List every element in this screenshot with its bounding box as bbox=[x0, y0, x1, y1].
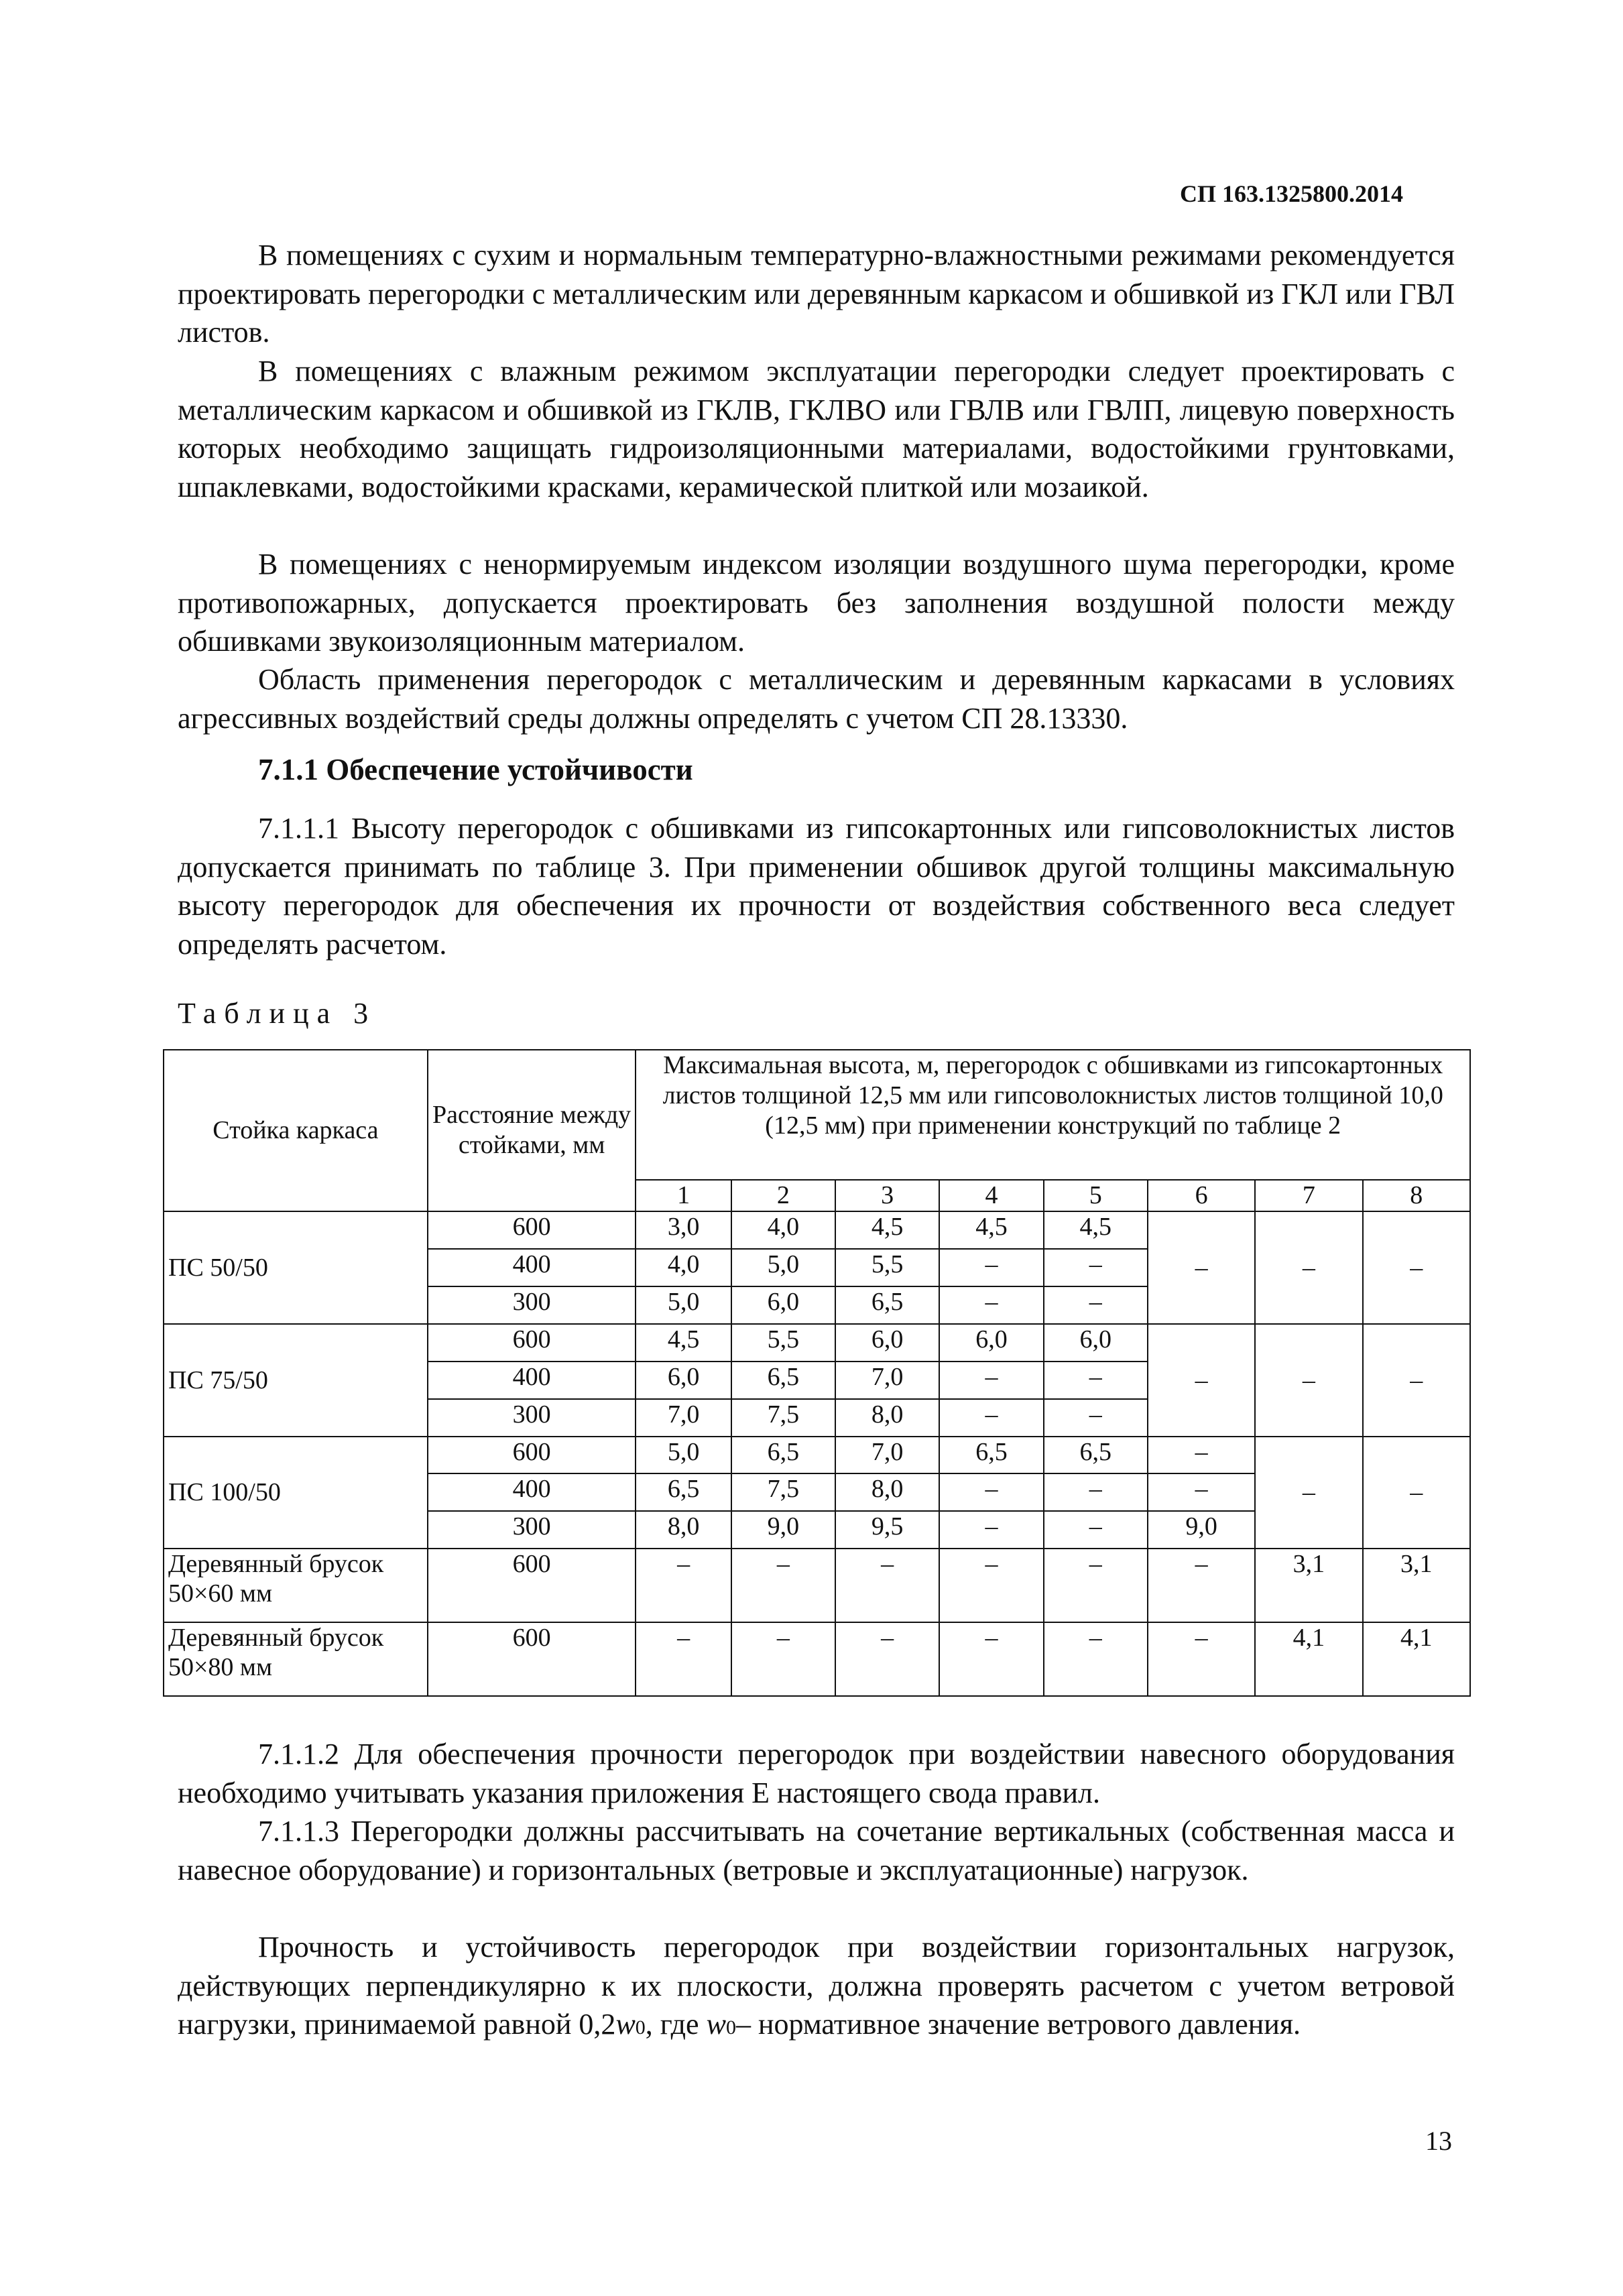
value-cell: – bbox=[1255, 1211, 1362, 1324]
value-cell: – bbox=[939, 1511, 1043, 1549]
value-cell: 4,0 bbox=[636, 1249, 731, 1286]
value-cell: – bbox=[835, 1549, 939, 1622]
page-number: 13 bbox=[1425, 2126, 1452, 2156]
section-heading: 7.1.1 Обеспечение устойчивости bbox=[258, 753, 693, 786]
paragraph-strength: Прочность и устойчивость перегородок при воздействии горизонтальных нагрузок, действующих перпендикулярно к их плоскости, должна проверять расчетом с учетом ветровой нагрузки, принимаемой равной 0,2w0, где w0– нормативное значение ветрового давления. bbox=[178, 1931, 1455, 2041]
spacing-cell: 400 bbox=[428, 1473, 636, 1511]
value-cell: – bbox=[939, 1286, 1043, 1324]
value-cell: – bbox=[1363, 1324, 1470, 1437]
value-cell: – bbox=[1044, 1549, 1148, 1622]
stand-name-cell: Деревянный брусок 50×80 мм bbox=[164, 1622, 428, 1696]
value-cell: – bbox=[939, 1362, 1043, 1399]
spacing-cell: 600 bbox=[428, 1437, 636, 1474]
value-cell: 5,0 bbox=[636, 1286, 731, 1324]
paragraph-7-1-1-1: 7.1.1.1 Высоту перегородок с обшивками из гипсокартонных или гипсоволокнистых листов допускается принимать по таблице 3. При применении обшивок другой толщины максимальную высоту перегородок для обеспечения их прочности от воздействия собственного веса следует определять расчетом. bbox=[178, 812, 1455, 961]
value-cell: – bbox=[1044, 1249, 1148, 1286]
header-stand: Стойка каркаса bbox=[164, 1050, 428, 1211]
value-cell: – bbox=[636, 1622, 731, 1696]
value-cell: 4,1 bbox=[1255, 1622, 1362, 1696]
value-cell: 7,0 bbox=[835, 1437, 939, 1474]
paragraph-wet-rooms: В помещениях с влажным режимом эксплуатации перегородки следует проектировать с металлическим каркасом и обшивкой из ГКЛВ, ГКЛВО или ГВЛВ или ГВЛП, лицевую поверхность которых необходимо защищать гидроизоляционными материалами, водостойкими грунтовками, шпаклевками, водостойкими красками, керамической плиткой или мозаикой. bbox=[178, 355, 1455, 503]
value-cell: – bbox=[1148, 1437, 1255, 1474]
value-cell: – bbox=[1044, 1362, 1148, 1399]
value-cell: 7,5 bbox=[731, 1473, 835, 1511]
value-cell: 8,0 bbox=[835, 1473, 939, 1511]
value-cell: – bbox=[1148, 1549, 1255, 1622]
value-cell: 5,0 bbox=[636, 1437, 731, 1474]
stand-name-cell: ПС 100/50 bbox=[164, 1437, 428, 1549]
spacing-cell: 600 bbox=[428, 1324, 636, 1362]
value-cell: – bbox=[939, 1549, 1043, 1622]
value-cell: – bbox=[1044, 1473, 1148, 1511]
spacing-cell: 400 bbox=[428, 1362, 636, 1399]
value-cell: 9,5 bbox=[835, 1511, 939, 1549]
paragraph-7-1-1-3: 7.1.1.3 Перегородки должны рассчитывать на сочетание вертикальных (собственная масса и навесное оборудование) и горизонтальных (ветровые и эксплуатационные) нагрузок. bbox=[178, 1815, 1455, 1886]
stand-name-cell: Деревянный брусок 50×60 мм bbox=[164, 1549, 428, 1622]
value-cell: 7,0 bbox=[835, 1362, 939, 1399]
value-cell: – bbox=[1044, 1399, 1148, 1437]
value-cell: – bbox=[731, 1549, 835, 1622]
value-cell: – bbox=[939, 1473, 1043, 1511]
value-cell: 9,0 bbox=[1148, 1511, 1255, 1549]
value-cell: 6,5 bbox=[731, 1437, 835, 1474]
value-cell: 5,5 bbox=[731, 1324, 835, 1362]
value-cell: 8,0 bbox=[835, 1399, 939, 1437]
value-cell: 4,5 bbox=[939, 1211, 1043, 1249]
value-cell: – bbox=[1148, 1211, 1255, 1324]
value-cell: – bbox=[1148, 1324, 1255, 1437]
value-cell: 6,5 bbox=[1044, 1437, 1148, 1474]
subheader-cell: 4 bbox=[939, 1180, 1043, 1211]
w-symbol: w bbox=[615, 2008, 636, 2041]
table-caption: Таблица 3 bbox=[178, 997, 377, 1030]
partition-height-table bbox=[163, 1049, 1471, 1697]
value-cell: 4,5 bbox=[636, 1324, 731, 1362]
value-cell: – bbox=[939, 1249, 1043, 1286]
document-code: СП 163.1325800.2014 bbox=[1180, 180, 1403, 207]
subheader-cell: 6 bbox=[1148, 1180, 1255, 1211]
spacing-cell: 600 bbox=[428, 1549, 636, 1622]
spacing-cell: 600 bbox=[428, 1211, 636, 1249]
value-cell: – bbox=[939, 1399, 1043, 1437]
value-cell: – bbox=[1148, 1473, 1255, 1511]
value-cell: 3,0 bbox=[636, 1211, 731, 1249]
value-cell: 6,0 bbox=[1044, 1324, 1148, 1362]
value-cell: – bbox=[1044, 1622, 1148, 1696]
value-cell: – bbox=[1044, 1286, 1148, 1324]
header-max-height: Максимальная высота, м, перегородок с обшивками из гипсокартонных листов толщиной 12,5 мм или гипсоволокнистых листов толщиной 10,0 (12,5 мм) при применении конструкций по таблице 2 bbox=[636, 1050, 1470, 1180]
subheader-cell: 1 bbox=[636, 1180, 731, 1211]
value-cell: 3,1 bbox=[1363, 1549, 1470, 1622]
spacing-cell: 600 bbox=[428, 1622, 636, 1696]
subheader-cell: 3 bbox=[835, 1180, 939, 1211]
value-cell: 5,0 bbox=[731, 1249, 835, 1286]
subheader-cell: 5 bbox=[1044, 1180, 1148, 1211]
value-cell: 6,5 bbox=[835, 1286, 939, 1324]
spacing-cell: 300 bbox=[428, 1399, 636, 1437]
spacing-cell: 400 bbox=[428, 1249, 636, 1286]
w-symbol: w bbox=[706, 2008, 726, 2041]
stand-name-cell: ПС 50/50 bbox=[164, 1211, 428, 1324]
value-cell: – bbox=[1044, 1511, 1148, 1549]
paragraph-noise-insulation: В помещениях с ненормируемым индексом изоляции воздушного шума перегородки, кроме противопожарных, допускается проектировать без заполнения воздушной полости между обшивками звукоизоляционным материалом. bbox=[178, 548, 1455, 658]
value-cell: 9,0 bbox=[731, 1511, 835, 1549]
w-subscript: 0 bbox=[725, 2016, 736, 2039]
value-cell: – bbox=[1363, 1437, 1470, 1549]
value-cell: 6,0 bbox=[731, 1286, 835, 1324]
spacing-cell: 300 bbox=[428, 1286, 636, 1324]
value-cell: 6,0 bbox=[636, 1362, 731, 1399]
value-cell: – bbox=[1363, 1211, 1470, 1324]
value-cell: 7,0 bbox=[636, 1399, 731, 1437]
spacing-cell: 300 bbox=[428, 1511, 636, 1549]
value-cell: 8,0 bbox=[636, 1511, 731, 1549]
value-cell: – bbox=[835, 1622, 939, 1696]
value-cell: – bbox=[939, 1622, 1043, 1696]
value-cell: 4,0 bbox=[731, 1211, 835, 1249]
value-cell: – bbox=[1255, 1437, 1362, 1549]
value-cell: 6,0 bbox=[835, 1324, 939, 1362]
value-cell: 6,5 bbox=[939, 1437, 1043, 1474]
value-cell: 5,5 bbox=[835, 1249, 939, 1286]
value-cell: – bbox=[1148, 1622, 1255, 1696]
header-spacing: Расстояние между стойками, мм bbox=[428, 1050, 636, 1211]
subheader-cell: 2 bbox=[731, 1180, 835, 1211]
stand-name-cell: ПС 75/50 bbox=[164, 1324, 428, 1437]
value-cell: 4,5 bbox=[835, 1211, 939, 1249]
value-cell: 7,5 bbox=[731, 1399, 835, 1437]
value-cell: 3,1 bbox=[1255, 1549, 1362, 1622]
value-cell: 4,1 bbox=[1363, 1622, 1470, 1696]
value-cell: – bbox=[1255, 1324, 1362, 1437]
value-cell: 4,5 bbox=[1044, 1211, 1148, 1249]
subheader-cell: 8 bbox=[1363, 1180, 1470, 1211]
paragraph-aggressive-env: Область применения перегородок с металлическим и деревянным каркасами в условиях агрессивных воздействий среды должны определять с учетом СП 28.13330. bbox=[178, 663, 1455, 735]
w-subscript: 0 bbox=[635, 2016, 646, 2039]
paragraph-dry-rooms: В помещениях с сухим и нормальным температурно-влажностными режимами рекомендуется проектировать перегородки с металлическим или деревянным каркасом и обшивкой из ГКЛ или ГВЛ листов. bbox=[178, 239, 1455, 349]
value-cell: – bbox=[636, 1549, 731, 1622]
value-cell: 6,5 bbox=[731, 1362, 835, 1399]
value-cell: 6,0 bbox=[939, 1324, 1043, 1362]
value-cell: – bbox=[731, 1622, 835, 1696]
paragraph-7-1-1-2: 7.1.1.2 Для обеспечения прочности перегородок при воздействии навесного оборудования необходимо учитывать указания приложения Е настоящего свода правил. bbox=[178, 1738, 1455, 1809]
subheader-cell: 7 bbox=[1255, 1180, 1362, 1211]
value-cell: 6,5 bbox=[636, 1473, 731, 1511]
